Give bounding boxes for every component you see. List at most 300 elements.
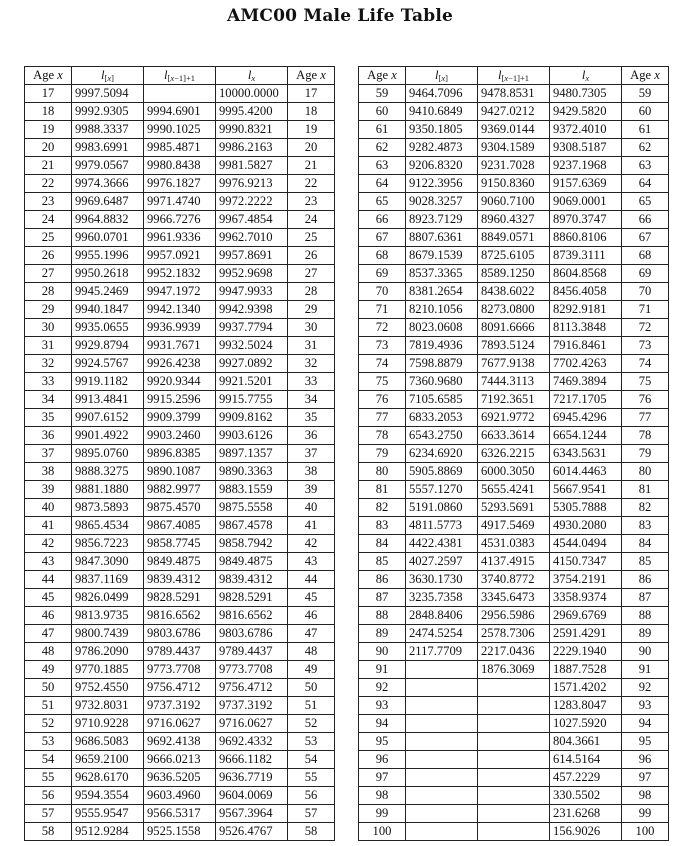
l-prev-select-cell: [478, 733, 550, 751]
table-row: [359, 319, 669, 337]
age-repeat-cell: 49: [288, 661, 335, 679]
l-select-cell: 9974.3666: [72, 175, 144, 193]
l-prev-select-cell: 9961.9336: [144, 229, 216, 247]
l-prev-select-cell: 9936.9939: [144, 319, 216, 337]
l-prev-select-cell: 9828.5291: [144, 589, 216, 607]
age-repeat-cell: 73: [622, 337, 669, 355]
l-ultimate-cell: 9990.8321: [216, 121, 288, 139]
age-cell: 17: [25, 85, 72, 103]
age-cell: 67: [359, 229, 406, 247]
page-title: AMC00 Male Life Table: [227, 6, 453, 26]
age-cell: 40: [25, 499, 72, 517]
l-ultimate-cell: 7469.3894: [550, 373, 622, 391]
l-prev-select-cell: 9858.7745: [144, 535, 216, 553]
header-l-select: $l_{[x]}$: [72, 67, 144, 85]
l-select-cell: 5191.0860: [406, 499, 478, 517]
l-prev-select-cell: 9867.4085: [144, 517, 216, 535]
table-row: [25, 751, 335, 769]
l-prev-select-cell: [478, 805, 550, 823]
table-row: [359, 391, 669, 409]
age-repeat-cell: 91: [622, 661, 669, 679]
l-ultimate-cell: 6343.5631: [550, 445, 622, 463]
age-repeat-cell: 98: [622, 787, 669, 805]
l-prev-select-cell: 9920.9344: [144, 373, 216, 391]
l-select-cell: 9960.0701: [72, 229, 144, 247]
l-ultimate-cell: 9947.9933: [216, 283, 288, 301]
age-cell: 80: [359, 463, 406, 481]
table-row: [25, 175, 335, 193]
age-cell: 44: [25, 571, 72, 589]
age-repeat-cell: 88: [622, 607, 669, 625]
age-repeat-cell: 17: [288, 85, 335, 103]
table-row: [25, 463, 335, 481]
age-cell: 33: [25, 373, 72, 391]
l-select-cell: 9686.5083: [72, 733, 144, 751]
age-cell: 69: [359, 265, 406, 283]
l-select-cell: 7105.6585: [406, 391, 478, 409]
age-cell: 82: [359, 499, 406, 517]
table-row: [25, 535, 335, 553]
age-cell: 53: [25, 733, 72, 751]
l-prev-select-cell: 9909.3799: [144, 409, 216, 427]
l-prev-select-cell: 6326.2215: [478, 445, 550, 463]
age-cell: 37: [25, 445, 72, 463]
l-ultimate-cell: 8292.9181: [550, 301, 622, 319]
table-row: [25, 391, 335, 409]
age-repeat-cell: 39: [288, 481, 335, 499]
age-repeat-cell: 22: [288, 175, 335, 193]
age-repeat-cell: 56: [288, 787, 335, 805]
age-repeat-cell: 47: [288, 625, 335, 643]
l-select-cell: 9826.0499: [72, 589, 144, 607]
l-select-cell: [406, 823, 478, 841]
left-table-body: [25, 85, 335, 841]
l-ultimate-cell: 3358.9374: [550, 589, 622, 607]
age-cell: 62: [359, 139, 406, 157]
l-ultimate-cell: 1571.4202: [550, 679, 622, 697]
l-select-cell: [406, 787, 478, 805]
age-repeat-cell: 28: [288, 283, 335, 301]
age-repeat-cell: 86: [622, 571, 669, 589]
l-select-cell: [406, 715, 478, 733]
l-select-cell: [406, 661, 478, 679]
age-repeat-cell: 63: [622, 157, 669, 175]
l-prev-select-cell: [478, 679, 550, 697]
l-ultimate-cell: 231.6268: [550, 805, 622, 823]
l-select-cell: [406, 769, 478, 787]
age-repeat-cell: 68: [622, 247, 669, 265]
header-row: [25, 67, 335, 85]
table-row: [359, 733, 669, 751]
l-ultimate-cell: 9756.4712: [216, 679, 288, 697]
l-prev-select-cell: 7192.3651: [478, 391, 550, 409]
l-select-cell: 9940.1847: [72, 301, 144, 319]
l-prev-select-cell: 9994.6901: [144, 103, 216, 121]
table-row: [359, 283, 669, 301]
age-repeat-cell: 62: [622, 139, 669, 157]
age-cell: 81: [359, 481, 406, 499]
table-row: [25, 661, 335, 679]
l-select-cell: 8923.7129: [406, 211, 478, 229]
age-repeat-cell: 70: [622, 283, 669, 301]
l-prev-select-cell: 9942.1340: [144, 301, 216, 319]
l-prev-select-cell: 1876.3069: [478, 661, 550, 679]
table-row: [25, 445, 335, 463]
age-repeat-cell: 40: [288, 499, 335, 517]
l-select-cell: 5905.8869: [406, 463, 478, 481]
table-row: [359, 661, 669, 679]
header-age-repeat: Age x: [288, 67, 335, 85]
l-ultimate-cell: 8739.3111: [550, 247, 622, 265]
table-row: [25, 157, 335, 175]
l-ultimate-cell: 9069.0001: [550, 193, 622, 211]
age-cell: 88: [359, 607, 406, 625]
age-cell: 76: [359, 391, 406, 409]
table-row: [25, 103, 335, 121]
age-repeat-cell: 93: [622, 697, 669, 715]
table-row: [359, 463, 669, 481]
l-select-cell: 8381.2654: [406, 283, 478, 301]
table-row: [359, 157, 669, 175]
table-row: [359, 823, 669, 841]
l-prev-select-cell: 4531.0383: [478, 535, 550, 553]
l-prev-select-cell: 9231.7028: [478, 157, 550, 175]
table-row: [359, 625, 669, 643]
l-ultimate-cell: 6945.4296: [550, 409, 622, 427]
l-prev-select-cell: 9789.4437: [144, 643, 216, 661]
l-prev-select-cell: 8725.6105: [478, 247, 550, 265]
l-ultimate-cell: 9972.2222: [216, 193, 288, 211]
age-repeat-cell: 45: [288, 589, 335, 607]
age-repeat-cell: 26: [288, 247, 335, 265]
age-cell: 64: [359, 175, 406, 193]
table-row: [25, 265, 335, 283]
l-prev-select-cell: 9716.0627: [144, 715, 216, 733]
l-ultimate-cell: 6014.4463: [550, 463, 622, 481]
age-cell: 65: [359, 193, 406, 211]
age-cell: 51: [25, 697, 72, 715]
age-cell: 74: [359, 355, 406, 373]
l-prev-select-cell: 5655.4241: [478, 481, 550, 499]
age-cell: 63: [359, 157, 406, 175]
age-repeat-cell: 54: [288, 751, 335, 769]
l-prev-select-cell: 9478.8531: [478, 85, 550, 103]
l-prev-select-cell: 9890.1087: [144, 463, 216, 481]
l-prev-select-cell: 9427.0212: [478, 103, 550, 121]
l-select-cell: 9856.7223: [72, 535, 144, 553]
l-ultimate-cell: 9976.9213: [216, 175, 288, 193]
l-prev-select-cell: 9952.1832: [144, 265, 216, 283]
age-cell: 43: [25, 553, 72, 571]
l-select-cell: 9710.9228: [72, 715, 144, 733]
table-row: [359, 499, 669, 517]
l-select-cell: 9752.4550: [72, 679, 144, 697]
age-repeat-cell: 65: [622, 193, 669, 211]
age-repeat-cell: 20: [288, 139, 335, 157]
l-prev-select-cell: 6633.3614: [478, 427, 550, 445]
age-cell: 54: [25, 751, 72, 769]
age-repeat-cell: 52: [288, 715, 335, 733]
l-prev-select-cell: 9990.1025: [144, 121, 216, 139]
age-cell: 28: [25, 283, 72, 301]
l-prev-select-cell: 7677.9138: [478, 355, 550, 373]
age-repeat-cell: 79: [622, 445, 669, 463]
age-cell: 95: [359, 733, 406, 751]
l-ultimate-cell: 8860.8106: [550, 229, 622, 247]
l-ultimate-cell: 9858.7942: [216, 535, 288, 553]
l-ultimate-cell: 9526.4767: [216, 823, 288, 841]
age-repeat-cell: 25: [288, 229, 335, 247]
age-cell: 92: [359, 679, 406, 697]
l-prev-select-cell: 8589.1250: [478, 265, 550, 283]
l-prev-select-cell: 3345.6473: [478, 589, 550, 607]
age-cell: 99: [359, 805, 406, 823]
age-repeat-cell: 58: [288, 823, 335, 841]
table-row: [25, 823, 335, 841]
l-select-cell: 9594.3554: [72, 787, 144, 805]
table-row: [359, 409, 669, 427]
l-prev-select-cell: 9980.8438: [144, 157, 216, 175]
l-prev-select-cell: 2217.0436: [478, 643, 550, 661]
table-row: [359, 553, 669, 571]
l-ultimate-cell: 9897.1357: [216, 445, 288, 463]
l-ultimate-cell: 4544.0494: [550, 535, 622, 553]
table-row: [25, 319, 335, 337]
l-prev-select-cell: 9603.4960: [144, 787, 216, 805]
age-repeat-cell: 33: [288, 373, 335, 391]
l-select-cell: 9929.8794: [72, 337, 144, 355]
l-ultimate-cell: 8970.3747: [550, 211, 622, 229]
table-row: [359, 265, 669, 283]
l-select-cell: 2117.7709: [406, 643, 478, 661]
table-row: [359, 517, 669, 535]
age-repeat-cell: 96: [622, 751, 669, 769]
age-repeat-cell: 48: [288, 643, 335, 661]
table-row: [25, 481, 335, 499]
l-select-cell: 9873.5893: [72, 499, 144, 517]
l-prev-select-cell: 9931.7671: [144, 337, 216, 355]
l-select-cell: 4811.5773: [406, 517, 478, 535]
l-select-cell: [406, 733, 478, 751]
age-cell: 50: [25, 679, 72, 697]
age-repeat-cell: 87: [622, 589, 669, 607]
l-ultimate-cell: 5305.7888: [550, 499, 622, 517]
l-ultimate-cell: 2591.4291: [550, 625, 622, 643]
l-select-cell: 9122.3956: [406, 175, 478, 193]
table-row: [359, 643, 669, 661]
l-ultimate-cell: 9480.7305: [550, 85, 622, 103]
age-cell: 23: [25, 193, 72, 211]
age-repeat-cell: 34: [288, 391, 335, 409]
l-select-cell: 9628.6170: [72, 769, 144, 787]
l-ultimate-cell: 9903.6126: [216, 427, 288, 445]
l-select-cell: 8679.1539: [406, 247, 478, 265]
age-repeat-cell: 60: [622, 103, 669, 121]
table-row: [25, 715, 335, 733]
l-ultimate-cell: 2969.6769: [550, 607, 622, 625]
table-row: [359, 373, 669, 391]
table-row: [25, 211, 335, 229]
table-row: [25, 427, 335, 445]
age-cell: 48: [25, 643, 72, 661]
table-row: [359, 103, 669, 121]
age-cell: 70: [359, 283, 406, 301]
age-cell: 96: [359, 751, 406, 769]
l-select-cell: 9964.8832: [72, 211, 144, 229]
age-cell: 100: [359, 823, 406, 841]
table-row: [359, 85, 669, 103]
header-age-repeat: Age x: [622, 67, 669, 85]
l-select-cell: 2848.8406: [406, 607, 478, 625]
l-ultimate-cell: 9604.0069: [216, 787, 288, 805]
l-ultimate-cell: 9883.1559: [216, 481, 288, 499]
age-repeat-cell: 81: [622, 481, 669, 499]
table-row: [359, 121, 669, 139]
table-row: [25, 679, 335, 697]
l-select-cell: 9888.3275: [72, 463, 144, 481]
age-repeat-cell: 77: [622, 409, 669, 427]
l-ultimate-cell: 9995.4200: [216, 103, 288, 121]
l-ultimate-cell: 7702.4263: [550, 355, 622, 373]
l-select-cell: 9919.1182: [72, 373, 144, 391]
l-select-cell: 3235.7358: [406, 589, 478, 607]
table-row: [25, 607, 335, 625]
l-prev-select-cell: 7444.3113: [478, 373, 550, 391]
table-row: [25, 355, 335, 373]
table-row: [359, 247, 669, 265]
l-ultimate-cell: 9789.4437: [216, 643, 288, 661]
age-cell: 29: [25, 301, 72, 319]
l-ultimate-cell: 9875.5558: [216, 499, 288, 517]
table-row: [25, 787, 335, 805]
l-prev-select-cell: 9737.3192: [144, 697, 216, 715]
l-select-cell: 9555.9547: [72, 805, 144, 823]
l-ultimate-cell: 9957.8691: [216, 247, 288, 265]
age-cell: 94: [359, 715, 406, 733]
age-repeat-cell: 72: [622, 319, 669, 337]
l-select-cell: 9992.9305: [72, 103, 144, 121]
age-cell: 75: [359, 373, 406, 391]
l-select-cell: 4422.4381: [406, 535, 478, 553]
age-cell: 31: [25, 337, 72, 355]
age-cell: 72: [359, 319, 406, 337]
age-repeat-cell: 80: [622, 463, 669, 481]
l-ultimate-cell: 8113.3848: [550, 319, 622, 337]
l-prev-select-cell: [478, 715, 550, 733]
age-cell: 71: [359, 301, 406, 319]
l-prev-select-cell: 8960.4327: [478, 211, 550, 229]
l-ultimate-cell: 9716.0627: [216, 715, 288, 733]
l-select-cell: 9512.9284: [72, 823, 144, 841]
table-row: [25, 625, 335, 643]
header-l-select: $l_{[x]}$: [406, 67, 478, 85]
age-repeat-cell: 76: [622, 391, 669, 409]
age-cell: 79: [359, 445, 406, 463]
age-repeat-cell: 41: [288, 517, 335, 535]
age-repeat-cell: 90: [622, 643, 669, 661]
l-ultimate-cell: 3754.2191: [550, 571, 622, 589]
table-row: [359, 571, 669, 589]
age-repeat-cell: 44: [288, 571, 335, 589]
age-cell: 21: [25, 157, 72, 175]
table-row: [25, 193, 335, 211]
l-select-cell: 9028.3257: [406, 193, 478, 211]
l-prev-select-cell: 8849.0571: [478, 229, 550, 247]
age-cell: 22: [25, 175, 72, 193]
l-prev-select-cell: 9666.0213: [144, 751, 216, 769]
table-row: [25, 337, 335, 355]
age-repeat-cell: 83: [622, 517, 669, 535]
right-table-body: [359, 85, 669, 841]
l-prev-select-cell: 9692.4138: [144, 733, 216, 751]
l-select-cell: 9901.4922: [72, 427, 144, 445]
l-select-cell: 8210.1056: [406, 301, 478, 319]
l-ultimate-cell: 9773.7708: [216, 661, 288, 679]
table-row: [359, 679, 669, 697]
table-row: [359, 481, 669, 499]
l-ultimate-cell: 10000.0000: [216, 85, 288, 103]
header-l-prev-select: $l_{[x-1]+1}$: [144, 67, 216, 85]
l-prev-select-cell: [144, 85, 216, 103]
l-prev-select-cell: 8091.6666: [478, 319, 550, 337]
l-ultimate-cell: 9962.7010: [216, 229, 288, 247]
l-ultimate-cell: 9828.5291: [216, 589, 288, 607]
l-ultimate-cell: 9981.5827: [216, 157, 288, 175]
header-l-ultimate: $l_x$: [216, 67, 288, 85]
l-ultimate-cell: 9636.7719: [216, 769, 288, 787]
table-row: [359, 805, 669, 823]
l-select-cell: 7819.4936: [406, 337, 478, 355]
l-prev-select-cell: 3740.8772: [478, 571, 550, 589]
l-prev-select-cell: 9839.4312: [144, 571, 216, 589]
table-row: [25, 805, 335, 823]
l-select-cell: [406, 751, 478, 769]
l-prev-select-cell: 9756.4712: [144, 679, 216, 697]
life-table-left: [24, 66, 335, 841]
l-ultimate-cell: 9849.4875: [216, 553, 288, 571]
table-row: [359, 607, 669, 625]
l-ultimate-cell: 4930.2080: [550, 517, 622, 535]
l-select-cell: 9770.1885: [72, 661, 144, 679]
age-cell: 59: [359, 85, 406, 103]
age-cell: 27: [25, 265, 72, 283]
table-row: [25, 301, 335, 319]
l-prev-select-cell: [478, 787, 550, 805]
l-ultimate-cell: 7916.8461: [550, 337, 622, 355]
age-repeat-cell: 84: [622, 535, 669, 553]
table-row: [25, 769, 335, 787]
age-repeat-cell: 53: [288, 733, 335, 751]
age-cell: 83: [359, 517, 406, 535]
l-prev-select-cell: [478, 697, 550, 715]
age-cell: 47: [25, 625, 72, 643]
age-cell: 98: [359, 787, 406, 805]
header-age: Age x: [359, 67, 406, 85]
l-ultimate-cell: 1283.8047: [550, 697, 622, 715]
l-prev-select-cell: 5293.5691: [478, 499, 550, 517]
l-prev-select-cell: 9875.4570: [144, 499, 216, 517]
table-row: [359, 769, 669, 787]
age-cell: 78: [359, 427, 406, 445]
l-ultimate-cell: 9942.9398: [216, 301, 288, 319]
header-age: Age x: [25, 67, 72, 85]
age-repeat-cell: 95: [622, 733, 669, 751]
age-cell: 20: [25, 139, 72, 157]
l-prev-select-cell: 7893.5124: [478, 337, 550, 355]
table-row: [359, 193, 669, 211]
age-repeat-cell: 94: [622, 715, 669, 733]
l-select-cell: 9935.0655: [72, 319, 144, 337]
